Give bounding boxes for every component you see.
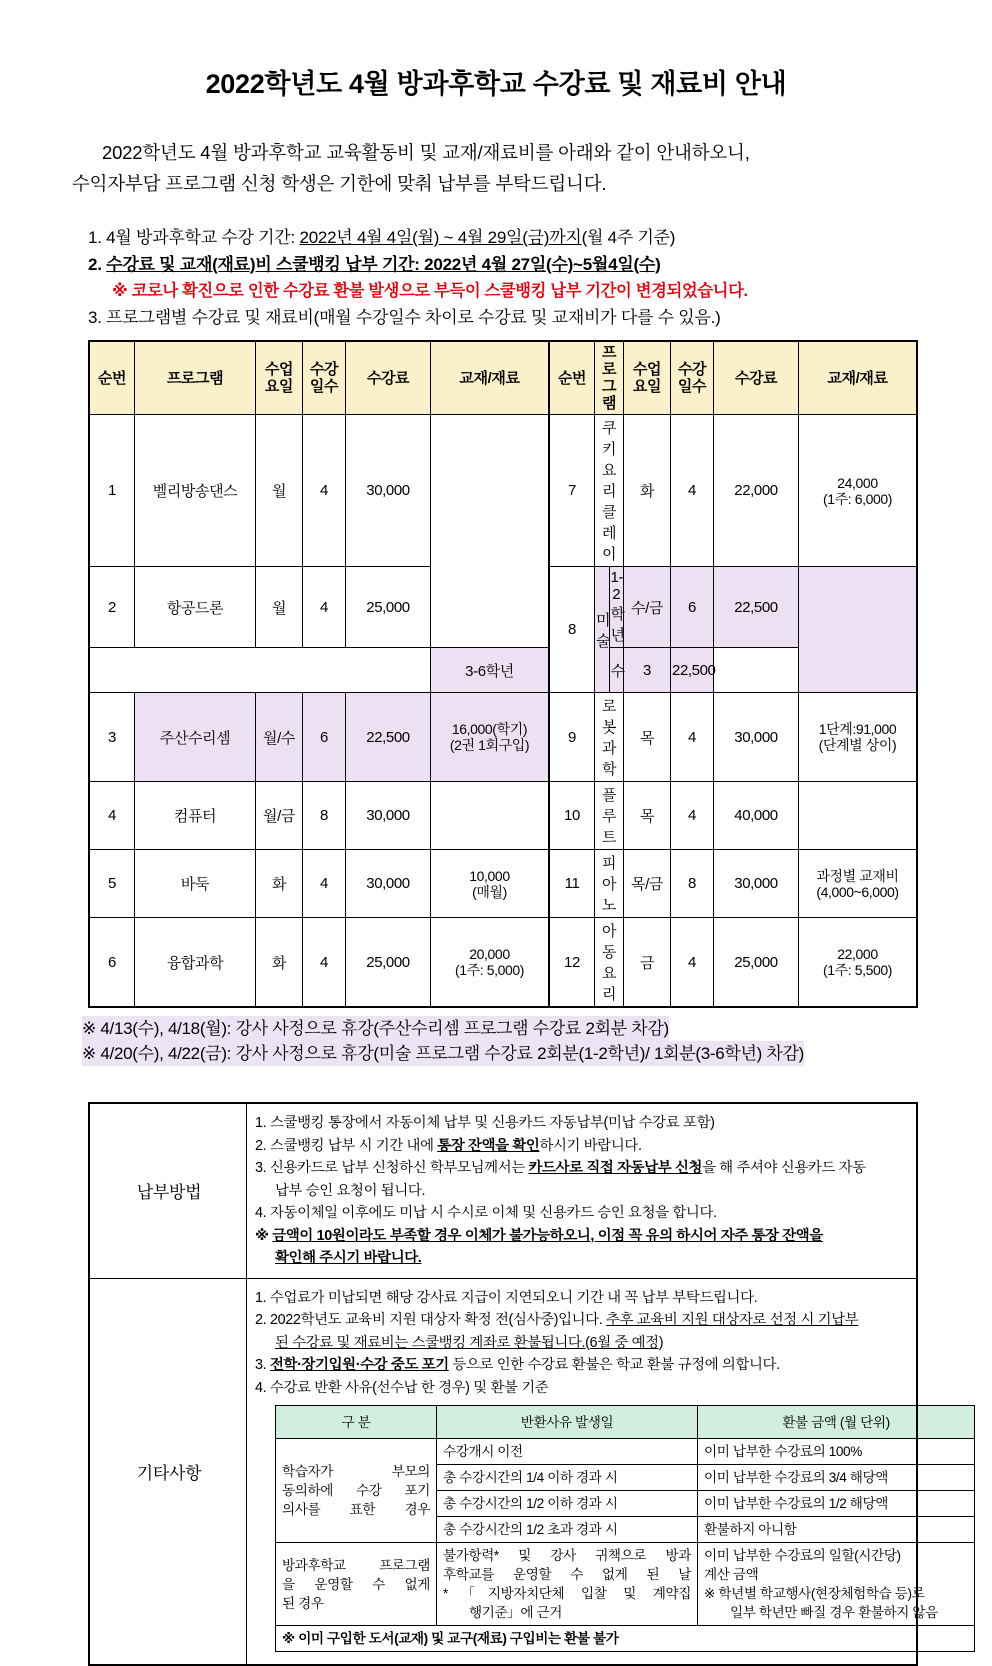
refund-amount: 이미 납부한 수강료의 3/4 해당액 bbox=[698, 1465, 975, 1491]
table-row bbox=[276, 1439, 975, 1465]
cell-material bbox=[799, 693, 918, 782]
material-amount: 10,000 bbox=[469, 867, 510, 884]
item-underline-1: 추후 교육비 지원 대상자로 선정 시 기납부 bbox=[606, 1312, 859, 1328]
amount-line-4: 일부 학년만 빠질 경우 환불하지 않음 bbox=[730, 1605, 938, 1620]
refund-amount: 이미 납부한 수강료의 100% bbox=[698, 1439, 975, 1465]
payment-method-row bbox=[89, 1103, 917, 1278]
cell-weekday: 월 bbox=[256, 567, 303, 648]
refund-header-row bbox=[276, 1406, 975, 1439]
note-3-text: 프로그램별 수강료 및 재료비(매월 수강일수 차이로 수강료 및 교재비가 다를 수 있음.) bbox=[106, 307, 721, 327]
refund-header-reason: 반환사유 발생일 bbox=[437, 1406, 698, 1439]
cell-fee: 25,000 bbox=[714, 918, 799, 1008]
material-amount: 1단계:91,000 bbox=[818, 721, 897, 737]
cell-fee: 30,000 bbox=[346, 850, 431, 918]
notes-list bbox=[88, 225, 992, 331]
cell-no: 2 bbox=[89, 567, 135, 648]
note-1-number: 1. bbox=[88, 228, 102, 247]
reason-line-4: 행기준」에 근거 bbox=[469, 1605, 562, 1620]
cell-no: 4 bbox=[89, 782, 135, 850]
cell-fee: 30,000 bbox=[714, 693, 799, 782]
header-no-left: 순번 bbox=[89, 341, 135, 415]
category-line-1: 학습자가 부모의 bbox=[282, 1464, 430, 1479]
cell-weekday: 수/금 bbox=[624, 567, 671, 648]
cell-program: 주산수리셈 bbox=[135, 693, 256, 782]
item-number: 2. bbox=[255, 1312, 267, 1328]
schedule-note-2: ※ 4/20(수), 4/22(금): 강사 사정으로 휴강(미술 프로그램 수강료 2회분(1-2학년)/ 1회분(3-6학년) 차감) bbox=[82, 1041, 804, 1066]
header-material-left: 교재/재료 bbox=[431, 341, 550, 415]
cell-material bbox=[431, 782, 550, 850]
header-row bbox=[89, 341, 917, 415]
material-amount: 20,000 bbox=[469, 946, 510, 962]
material-amount: 22,000 bbox=[837, 946, 878, 962]
payment-method-content bbox=[247, 1103, 918, 1278]
cell-days: 4 bbox=[671, 415, 714, 567]
cell-no: 5 bbox=[89, 850, 135, 918]
item-number: 4. bbox=[255, 1379, 267, 1396]
cell-days: 8 bbox=[303, 782, 346, 850]
cell-program: 미술 bbox=[595, 567, 610, 693]
note-1-period: 2022년 4월 4일(월) ~ 4월 29일(금)까지 bbox=[299, 228, 582, 247]
cell-weekday: 목/금 bbox=[624, 850, 671, 918]
cell-material bbox=[431, 415, 550, 648]
item-number: 2. bbox=[255, 1137, 267, 1154]
header-fee-right: 수강료 bbox=[714, 341, 799, 415]
cell-days: 4 bbox=[303, 918, 346, 1008]
cell-program: 벨리방송댄스 bbox=[135, 415, 256, 567]
refund-criteria-table bbox=[275, 1405, 975, 1652]
header-weekday-right: 수업 요일 bbox=[624, 341, 671, 415]
item-text-b: 등으로 인한 수강료 환불은 학교 환불 규정에 의합니다. bbox=[448, 1357, 780, 1373]
cell-no: 8 bbox=[549, 567, 595, 693]
material-note: (1주: 6,000) bbox=[822, 490, 893, 507]
table-row bbox=[89, 782, 917, 850]
refund-amount bbox=[698, 1543, 975, 1626]
material-amount: 과정별 교재비 bbox=[816, 867, 899, 884]
table-row bbox=[89, 850, 917, 918]
item-text: 수업료가 미납되면 해당 강사료 지급이 지연되오니 기간 내 꼭 납부 부탁드립니다. bbox=[269, 1289, 758, 1306]
cell-program: 컴퓨터 bbox=[135, 782, 256, 850]
item-text-a: 신용카드로 납부 신청하신 학부모님께서는 bbox=[269, 1160, 529, 1176]
cell-fee: 30,000 bbox=[714, 850, 799, 918]
cell-grade: 3-6학년 bbox=[431, 648, 550, 693]
material-note: (4,000~6,000) bbox=[816, 883, 899, 900]
note-3-number: 3. bbox=[88, 307, 102, 327]
table-row bbox=[276, 1543, 975, 1626]
note-1-lead: 4월 방과후학교 수강 기간: bbox=[106, 228, 295, 247]
material-note: (2권 1회구입) bbox=[449, 737, 530, 753]
cell-fee: 30,000 bbox=[346, 782, 431, 850]
schedule-note-1: ※ 4/13(수), 4/18(월): 강사 사정으로 휴강(주산수리셈 프로그램 수강료 2회분 차감) bbox=[82, 1016, 669, 1041]
note-2-number: 2. bbox=[88, 254, 102, 274]
spacer-cell bbox=[256, 648, 303, 693]
refund-footer-row bbox=[276, 1626, 975, 1652]
cell-days: 4 bbox=[303, 850, 346, 918]
other-matters-row bbox=[89, 1278, 917, 1665]
note-item-1 bbox=[88, 225, 992, 252]
material-note: (단계별 상이) bbox=[818, 737, 897, 753]
item-emphasis: 전학·장기입원·수강 중도 포기 bbox=[269, 1357, 449, 1373]
item-number: ※ bbox=[255, 1227, 269, 1244]
item-text: 수강료 반환 사유(선수납 한 경우) 및 환불 기준 bbox=[269, 1379, 549, 1396]
other-matters-content bbox=[247, 1278, 938, 1665]
cell-material bbox=[431, 850, 550, 918]
item-number: 4. bbox=[255, 1205, 267, 1221]
cell-weekday: 월 bbox=[256, 415, 303, 567]
item-text-a: 스쿨뱅킹 납부 시 기간 내에 bbox=[269, 1137, 438, 1154]
fee-table-body bbox=[89, 415, 917, 1008]
intro-line-2: 수익자부담 프로그램 신청 학생은 기한에 맞춰 납부를 부탁드립니다. bbox=[72, 173, 607, 194]
category-line-2: 을 운영할 수 없게 bbox=[282, 1576, 430, 1592]
cell-fee: 22,500 bbox=[346, 693, 431, 782]
page-title: 2022학년도 4월 방과후학교 수강료 및 재료비 안내 bbox=[205, 69, 787, 99]
cell-no: 9 bbox=[549, 693, 595, 782]
note-warning: ※ 코로나 확진으로 인한 수강료 환불 발생으로 부득이 스쿨뱅킹 납부 기간이 변경되었습니다. bbox=[112, 282, 748, 300]
schedule-change-notes bbox=[82, 1016, 992, 1066]
header-weekday-left: 수업 요일 bbox=[256, 341, 303, 415]
other-item-2-cont bbox=[255, 1332, 910, 1355]
cell-fee: 30,000 bbox=[346, 415, 431, 567]
header-program-left: 프로그램 bbox=[135, 341, 256, 415]
refund-amount: 환불하지 아니함 bbox=[698, 1517, 975, 1543]
cell-no: 6 bbox=[89, 918, 135, 1008]
cell-fee: 25,000 bbox=[346, 567, 431, 648]
item-text: 스쿨뱅킹 통장에서 자동이체 납부 및 신용카드 자동납부(미납 수강료 포함) bbox=[269, 1115, 715, 1131]
cell-material bbox=[799, 415, 918, 567]
spacer-cell bbox=[303, 648, 346, 693]
table-row bbox=[89, 918, 917, 1008]
other-item-3 bbox=[255, 1354, 910, 1377]
reason-line-3: *「지방자치단체 입찰 및 계약집 bbox=[443, 1586, 691, 1601]
other-matters-label: 기타사항 bbox=[89, 1278, 247, 1665]
cell-grade: 1-2학년 bbox=[609, 567, 624, 648]
amount-line-2: 계산 금액 bbox=[704, 1567, 759, 1582]
spacer-cell bbox=[89, 648, 135, 693]
header-days-left: 수강 일수 bbox=[303, 341, 346, 415]
table-row bbox=[89, 648, 917, 693]
spacer-cell bbox=[346, 648, 431, 693]
payment-item-1 bbox=[255, 1112, 910, 1135]
refund-reason: 총 수강시간의 1/2 초과 경과 시 bbox=[437, 1517, 698, 1543]
payment-item-4 bbox=[255, 1202, 910, 1225]
category-line-3: 된 경우 bbox=[282, 1595, 324, 1611]
refund-amount: 이미 납부한 수강료의 1/2 해당액 bbox=[698, 1491, 975, 1517]
note-item-3 bbox=[88, 305, 992, 332]
cell-material bbox=[799, 782, 918, 850]
note-1-tail: (월 4주 기준) bbox=[581, 228, 676, 247]
item-underline-2: 된 수강료 및 재료비는 스쿨뱅킹 계좌로 환불됩니다.(6월 중 예정) bbox=[275, 1334, 664, 1351]
payment-item-warning-cont bbox=[255, 1247, 910, 1270]
refund-reason: 총 수강시간의 1/2 이하 경과 시 bbox=[437, 1491, 698, 1517]
item-text-b: 하시기 바랍니다. bbox=[539, 1137, 642, 1154]
table-row bbox=[89, 693, 917, 782]
header-program-right: 프로그램 bbox=[595, 341, 624, 415]
cell-program: 로봇과학 bbox=[595, 693, 624, 782]
item-number: 1. bbox=[255, 1115, 267, 1131]
item-text-line-2: 확인해 주시기 바랍니다. bbox=[275, 1250, 422, 1266]
cell-days: 4 bbox=[671, 918, 714, 1008]
material-amount: 24,000 bbox=[837, 474, 878, 491]
category-line-1: 방과후학교 프로그램 bbox=[282, 1557, 430, 1573]
material-note: (1주: 5,500) bbox=[822, 962, 893, 978]
item-number: 1. bbox=[255, 1289, 267, 1306]
program-fee-table bbox=[88, 340, 918, 1008]
cell-days: 6 bbox=[671, 567, 714, 648]
item-text-line-1: 금액이 10원이라도 부족할 경우 이체가 불가능하오니, 이점 꼭 유의 하시어 자주 통장 잔액을 bbox=[272, 1227, 823, 1244]
cell-weekday: 월/수 bbox=[256, 693, 303, 782]
intro-line-1: 2022학년도 4월 방과후학교 교육활동비 및 교재/재료비를 아래와 같이 안내하오니, bbox=[102, 142, 750, 163]
cell-no: 12 bbox=[549, 918, 595, 1008]
refund-category-2 bbox=[276, 1543, 437, 1626]
cell-days: 4 bbox=[303, 415, 346, 567]
spacer-cell bbox=[135, 648, 256, 693]
cell-program: 플루트 bbox=[595, 782, 624, 850]
cell-no: 10 bbox=[549, 782, 595, 850]
cell-no: 7 bbox=[549, 415, 595, 567]
cell-weekday: 화 bbox=[256, 918, 303, 1008]
header-fee-left: 수강료 bbox=[346, 341, 431, 415]
refund-header-amount: 환불 금액 (월 단위) bbox=[698, 1406, 975, 1439]
header-no-right: 순번 bbox=[549, 341, 595, 415]
cell-weekday: 화 bbox=[624, 415, 671, 567]
payment-method-label: 납부방법 bbox=[89, 1103, 247, 1278]
information-table bbox=[88, 1102, 938, 1666]
cell-weekday: 목 bbox=[624, 693, 671, 782]
table-row bbox=[89, 415, 917, 567]
note-item-2 bbox=[88, 252, 992, 279]
header-days-right: 수강 일수 bbox=[671, 341, 714, 415]
cell-fee: 40,000 bbox=[714, 782, 799, 850]
cell-program: 피아노 bbox=[595, 850, 624, 918]
cell-weekday: 월/금 bbox=[256, 782, 303, 850]
payment-item-3 bbox=[255, 1157, 910, 1180]
refund-header-category: 구 분 bbox=[276, 1406, 437, 1439]
cell-fee: 25,000 bbox=[346, 918, 431, 1008]
item-text-a: 2022학년도 교육비 지원 대상자 확정 전(심사중)입니다. bbox=[269, 1312, 607, 1328]
cell-program: 아동요리 bbox=[595, 918, 624, 1008]
cell-material bbox=[799, 567, 918, 693]
item-emphasis: 카드사로 직접 자동납부 신청 bbox=[528, 1160, 703, 1176]
cell-days: 4 bbox=[671, 782, 714, 850]
item-number: 3. bbox=[255, 1357, 267, 1373]
material-note: (매월) bbox=[472, 883, 507, 900]
cell-days: 8 bbox=[671, 850, 714, 918]
note-2-text: 수강료 및 교재(재료)비 스쿨뱅킹 납부 기간: 2022년 4월 27일(수)~5월4일(수) bbox=[106, 254, 661, 274]
payment-item-2 bbox=[255, 1135, 910, 1158]
item-emphasis: 통장 잔액을 확인 bbox=[437, 1137, 540, 1154]
refund-reason bbox=[437, 1543, 698, 1626]
other-item-1 bbox=[255, 1287, 910, 1310]
cell-no: 1 bbox=[89, 415, 135, 567]
amount-line-1: 이미 납부한 수강료의 일할(시간당) bbox=[704, 1548, 901, 1563]
cell-no: 11 bbox=[549, 850, 595, 918]
reason-line-2: 후학교를 운영할 수 없게 된 날 bbox=[443, 1567, 691, 1582]
intro-paragraph bbox=[72, 137, 920, 199]
cell-days: 6 bbox=[303, 693, 346, 782]
payment-item-warning bbox=[255, 1225, 910, 1248]
cell-fee: 22,500 bbox=[714, 567, 799, 648]
cell-days: 4 bbox=[303, 567, 346, 648]
material-note: (1주: 5,000) bbox=[454, 962, 525, 978]
other-item-2 bbox=[255, 1309, 910, 1332]
material-amount: 16,000(학기) bbox=[451, 721, 528, 737]
other-item-4 bbox=[255, 1377, 910, 1400]
cell-no: 3 bbox=[89, 693, 135, 782]
refund-category-1 bbox=[276, 1439, 437, 1543]
reason-line-1: 불가항력* 및 강사 귀책으로 방과 bbox=[443, 1548, 691, 1563]
cell-program: 쿠키요리클레이 bbox=[595, 415, 624, 567]
cell-material bbox=[431, 918, 550, 1008]
cell-weekday: 목 bbox=[624, 782, 671, 850]
cell-material bbox=[799, 850, 918, 918]
cell-weekday: 화 bbox=[256, 850, 303, 918]
amount-line-3: ※ 학년별 학교행사(현장체험학습 등)로 bbox=[704, 1586, 925, 1601]
cell-program: 바둑 bbox=[135, 850, 256, 918]
item-text-b: 을 해 주셔야 신용카드 자동 bbox=[702, 1160, 866, 1176]
cell-fee: 22,500 bbox=[671, 648, 714, 693]
payment-item-3-cont: 납부 승인 요청이 됩니다. bbox=[275, 1182, 426, 1199]
item-number: 3. bbox=[255, 1160, 267, 1176]
header-material-right: 교재/재료 bbox=[799, 341, 918, 415]
refund-footer-note: ※ 이미 구입한 도서(교재) 및 교구(재료) 구입비는 환불 불가 bbox=[276, 1626, 975, 1652]
cell-fee: 22,000 bbox=[714, 415, 799, 567]
item-text: 자동이체일 이후에도 미납 시 수시로 이체 및 신용카드 승인 요청을 합니다. bbox=[269, 1205, 717, 1221]
cell-weekday: 수 bbox=[609, 648, 624, 693]
cell-days: 3 bbox=[624, 648, 671, 693]
category-line-3: 의사를 표한 경우 bbox=[282, 1502, 430, 1517]
cell-days: 4 bbox=[671, 693, 714, 782]
category-line-2: 동의하에 수강 포기 bbox=[282, 1483, 430, 1498]
cell-program: 융합과학 bbox=[135, 918, 256, 1008]
refund-reason: 총 수강시간의 1/4 이하 경과 시 bbox=[437, 1465, 698, 1491]
cell-weekday: 금 bbox=[624, 918, 671, 1008]
fee-table-header bbox=[89, 341, 917, 415]
cell-material bbox=[431, 693, 550, 782]
cell-program: 항공드론 bbox=[135, 567, 256, 648]
refund-reason: 수강개시 이전 bbox=[437, 1439, 698, 1465]
cell-material bbox=[799, 918, 918, 1008]
